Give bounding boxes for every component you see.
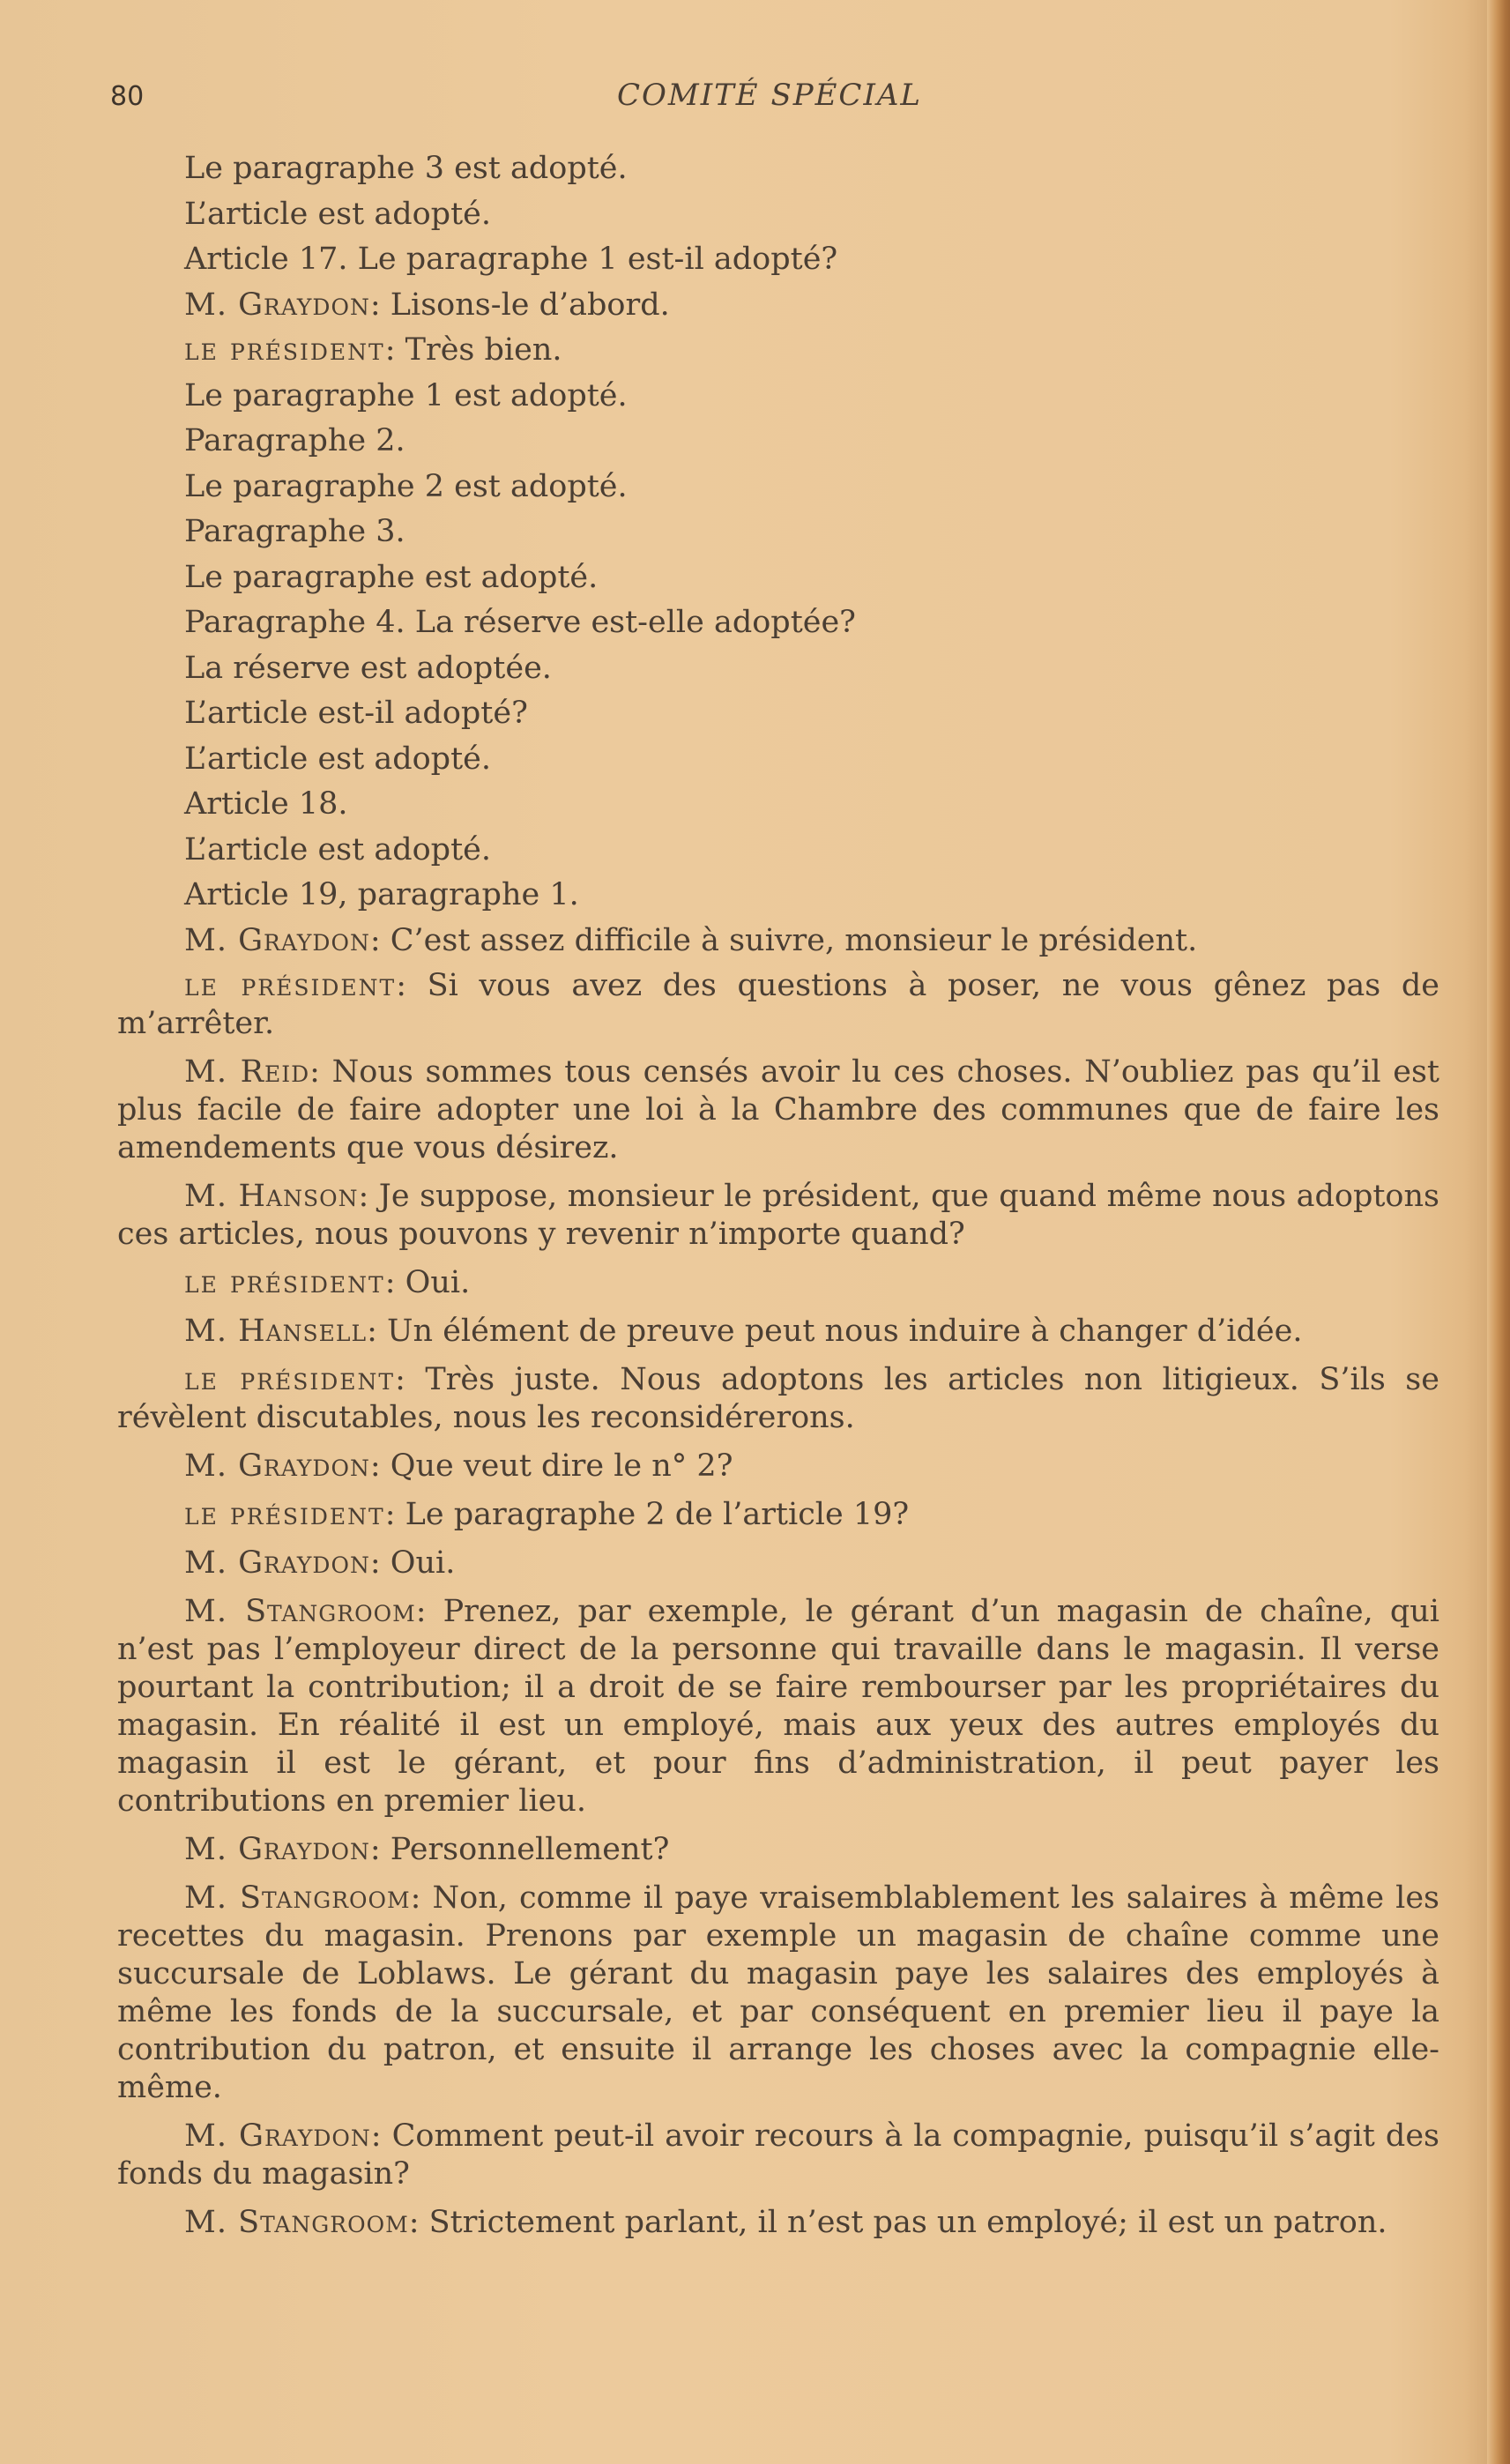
speech-text: Strictement parlant, il n’est pas un employé; il est un patron. — [428, 2205, 1387, 2240]
transcript-line — [117, 604, 1439, 642]
speaker-name: M. Graydon — [184, 1545, 370, 1581]
speech-paragraph: M. Hansell: Un élément de preuve peut nous induire à changer d’idée. — [184, 1314, 1303, 1349]
speaker-name: M. Graydon — [184, 2118, 371, 2154]
speech-text: Comment peut-il avoir recours à la compagnie, puisqu’il s’agit des fonds du magasin? — [117, 2118, 1439, 2192]
speaker-name: M. Graydon — [184, 1832, 370, 1867]
speaker-name: le président — [184, 1265, 385, 1300]
speaker-name: M. Graydon — [184, 1448, 370, 1484]
transcript-line — [117, 196, 1439, 234]
transcript-line — [117, 785, 1439, 823]
speaker-name: M. Stangroom — [184, 2205, 409, 2240]
line-text: Paragraphe 3. — [184, 514, 405, 549]
transcript-line — [117, 422, 1439, 460]
speaker-name: M. Graydon — [184, 922, 370, 958]
transcript-line: le président: Très bien. — [184, 332, 562, 368]
speech-paragraph: M. Graydon: Que veut dire le n° 2? — [184, 1448, 733, 1484]
page-edge-shadow — [1487, 0, 1510, 2464]
transcript-line — [117, 377, 1439, 415]
line-text: L’article est adopté. — [184, 196, 491, 232]
speech-paragraph: le président: Oui. — [184, 1265, 471, 1300]
speaker-name: M. Hansell — [184, 1314, 368, 1349]
transcript-line — [117, 241, 1439, 279]
transcript-line — [117, 831, 1439, 869]
speech-text: Très juste. Nous adoptons les articles non litigieux. S’ils se révèlent discutables, nous les reconsidérerons. — [117, 1362, 1439, 1435]
speech-paragraph: M. Hanson: Je suppose, monsieur le président, que quand même nous adoptons ces articles, nous pouvons y revenir n’importe quand? — [117, 1179, 1439, 1252]
line-text: Le paragraphe est adopté. — [184, 559, 599, 595]
speech-text: Prenez, par exemple, le gérant d’un magasin de chaîne, qui n’est pas l’employeur direct de la personne qui travaille dans le magasin. Il verse pourtant la contribution; il a droit de se faire rembourser par les propriétaires du magasin. En réalité il est un employé, mais aux yeux des autres employés du magasin il est le gérant, et pour fins d’administration, il peut payer les contributions en premier lieu. — [117, 1594, 1440, 1819]
speaker-name: M. Hanson — [184, 1179, 359, 1214]
speaker-name: M. Reid — [184, 1054, 310, 1090]
line-text: Le paragraphe 1 est adopté. — [184, 377, 628, 413]
speech-text: Le paragraphe 2 de l’article 19? — [405, 1497, 910, 1532]
line-text: Article 19, paragraphe 1. — [184, 877, 579, 912]
transcript-line: M. Graydon: C’est assez difficile à suivre, monsieur le président. — [184, 922, 1198, 958]
line-text: Article 18. — [184, 786, 348, 822]
speech-text: Nous sommes tous censés avoir lu ces choses. N’oubliez pas qu’il est plus facile de faire adopter une loi à la Chambre des communes que de faire les amendements que vous désirez. — [117, 1054, 1439, 1165]
transcript-line — [117, 741, 1439, 778]
speaker-name: le président — [184, 1362, 396, 1397]
line-text: Paragraphe 4. La réserve est-elle adoptée? — [184, 605, 856, 640]
speaker-name: le président — [184, 968, 397, 1003]
speech-text: Que veut dire le n° 2? — [390, 1448, 733, 1484]
speech-text: Un élément de preuve peut nous induire à changer d’idée. — [387, 1314, 1303, 1349]
transcript-line — [117, 559, 1439, 597]
line-text: C’est assez difficile à suivre, monsieur le président. — [390, 922, 1198, 958]
speech-paragraph: M. Graydon: Comment peut-il avoir recours à la compagnie, puisqu’il s’agit des fonds du magasin? — [117, 2118, 1439, 2192]
speaker-name: le président — [184, 332, 385, 368]
page-number: 80 — [110, 81, 145, 112]
transcript-body — [117, 150, 1439, 2252]
line-text: L’article est adopté. — [184, 831, 491, 867]
line-text: L’article est adopté. — [184, 741, 491, 777]
line-text: Lisons-le d’abord. — [390, 287, 670, 323]
transcript-line — [117, 468, 1439, 506]
transcript-line — [117, 513, 1439, 551]
speaker-name: le président — [184, 1497, 385, 1532]
speech-text: Oui. — [390, 1545, 456, 1581]
speech-paragraph: M. Graydon: Personnellement? — [184, 1832, 670, 1867]
speech-text: Personnellement? — [390, 1832, 670, 1867]
speech-paragraph: le président: Si vous avez des questions à poser, ne vous gênez pas de m’arrêter. — [117, 968, 1439, 1041]
speech-paragraph: le président: Très juste. Nous adoptons les articles non litigieux. S’ils se révèlent discutables, nous les reconsidérerons. — [117, 1362, 1439, 1435]
speaker-name: M. Graydon — [184, 287, 370, 323]
line-text: La réserve est adoptée. — [184, 650, 552, 686]
speech-text: Non, comme il paye vraisemblablement les salaires à même les recettes du magasin. Prenons par exemple un magasin de chaîne comme une succursale de Loblaws. Le gérant du magasin paye les salaires des employés à même les fonds de la succursale, et par conséquent en premier lieu il paye la contribution du patron, et ensuite il arrange les choses avec la compagnie elle-même. — [117, 1880, 1440, 2105]
page-header — [110, 78, 1450, 122]
line-text: Article 17. Le paragraphe 1 est-il adopté? — [184, 242, 838, 277]
line-text: Le paragraphe 3 est adopté. — [184, 151, 628, 186]
line-text: L’article est-il adopté? — [184, 696, 528, 731]
transcript-line — [117, 876, 1439, 914]
speech-paragraph: le président: Le paragraphe 2 de l’article 19? — [184, 1497, 910, 1532]
speech-paragraph: M. Stangroom: Prenez, par exemple, le gérant d’un magasin de chaîne, qui n’est pas l’employeur direct de la personne qui travaille dans le magasin. Il verse pourtant la contribution; il a droit de se faire rembourser par les propriétaires du magasin. En réalité il est un employé, mais aux yeux des autres employés du magasin il est le gérant, et pour fins d’administration, il peut payer les contributions en premier lieu. — [117, 1594, 1440, 1819]
transcript-line — [117, 695, 1439, 733]
line-text: Paragraphe 2. — [184, 423, 405, 458]
transcript-line — [117, 150, 1439, 188]
transcript-line — [117, 650, 1439, 688]
speech-paragraph: M. Reid: Nous sommes tous censés avoir lu ces choses. N’oubliez pas qu’il est plus facile de faire adopter une loi à la Chambre des communes que de faire les amendements que vous désirez. — [117, 1054, 1439, 1165]
speech-text: Oui. — [405, 1265, 471, 1300]
speech-paragraph: M. Stangroom: Strictement parlant, il n’est pas un employé; il est un patron. — [184, 2205, 1387, 2240]
speech-text: Je suppose, monsieur le président, que quand même nous adoptons ces articles, nous pouvons y revenir n’importe quand? — [117, 1179, 1439, 1252]
line-text: Le paragraphe 2 est adopté. — [184, 468, 628, 504]
speech-paragraph: M. Stangroom: Non, comme il paye vraisemblablement les salaires à même les recettes du magasin. Prenons par exemple un magasin de chaîne comme une succursale de Loblaws. Le gérant du magasin paye les salaires des employés à même les fonds de la succursale, et par conséquent en premier lieu il paye la contribution du patron, et ensuite il arrange les choses avec la compagnie elle-même. — [117, 1880, 1440, 2105]
speech-paragraph: M. Graydon: Oui. — [184, 1545, 456, 1581]
speaker-name: M. Stangroom — [184, 1594, 416, 1629]
speaker-name: M. Stangroom — [184, 1880, 411, 1916]
transcript-line: M. Graydon: Lisons-le d’abord. — [184, 287, 670, 323]
speech-text: Si vous avez des questions à poser, ne vous gênez pas de m’arrêter. — [117, 968, 1439, 1041]
running-title: COMITÉ SPÉCIAL — [617, 78, 923, 113]
line-text: Très bien. — [405, 332, 562, 368]
